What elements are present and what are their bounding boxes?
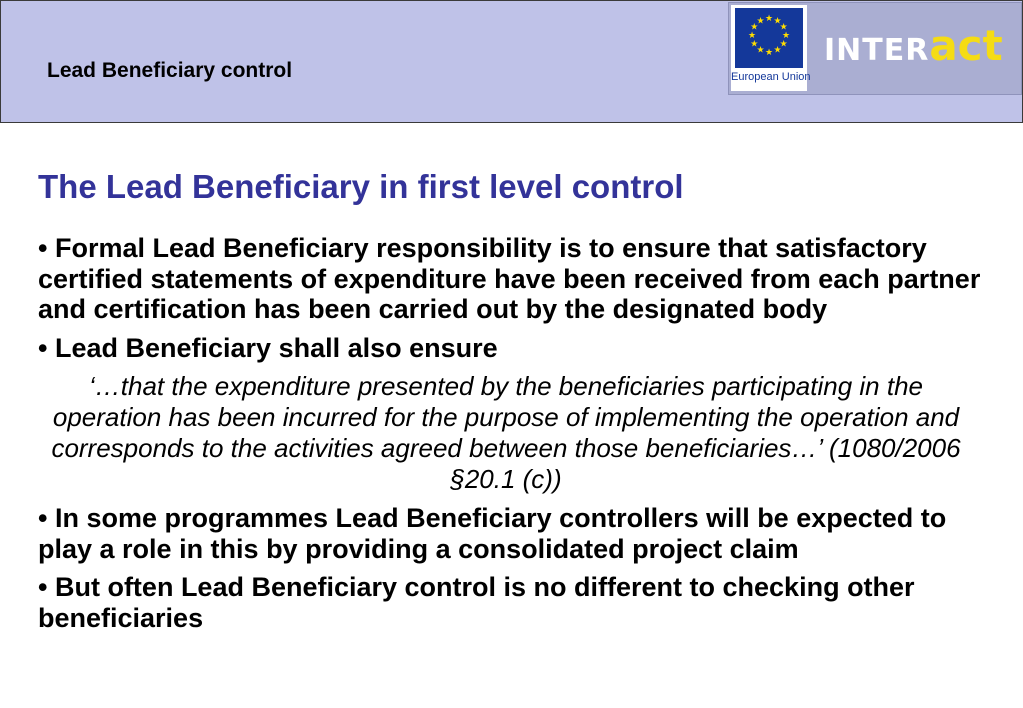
regulation-quote: ‘…that the expenditure presented by the beneficiaries participating in the operation has been incurred for the purpose of implementing the operation and corresponds to the activities agreed between those beneficiaries…’ (1080/2006 §20.1 (c)) [51,371,961,494]
interact-logo-act: act [929,21,1003,70]
slide-body [38,233,988,641]
svg-text:★: ★ [764,14,774,24]
svg-text:★: ★ [779,22,788,33]
eu-caption: European Union [731,71,811,83]
interact-logo-inter: INTER [824,33,930,68]
bullet-marker: • [38,503,48,533]
svg-text:★: ★ [779,39,788,50]
bullet-text: Lead Beneficiary shall also ensure [54,332,498,363]
svg-text:★: ★ [747,31,757,41]
eu-flag-icon [735,8,803,68]
svg-text:★: ★ [756,45,765,56]
bullet-text: But often Lead Beneficiary control is no different to checking other beneficiaries [38,572,915,633]
svg-text:★: ★ [781,31,791,41]
header-title: Lead Beneficiary control [47,59,293,82]
slide-title: The Lead Beneficiary in first level control [38,168,684,205]
svg-text:★: ★ [773,45,782,56]
bullet-item [38,233,988,325]
bullet-item [38,572,988,633]
eu-logo [731,5,811,91]
bullet-text: In some programmes Lead Beneficiary controllers will be expected to play a role in this by providing a consolidated project claim [38,503,947,564]
bullet-marker: • [38,233,48,263]
bullet-item [38,333,988,364]
bullet-item [38,503,988,564]
eu-stars-icon [735,8,803,68]
slide-header [0,0,1023,123]
interact-logo [824,21,1003,70]
svg-text:★: ★ [756,16,765,27]
bullet-text: Formal Lead Beneficiary responsibility is to ensure that satisfactory certified statements of expenditure have been received from each partner and certification has been carried out by the designated body [38,233,981,324]
svg-text:★: ★ [764,48,774,58]
svg-text:★: ★ [750,39,759,50]
logo-banner [728,2,1022,95]
bullet-marker: • [38,332,48,363]
svg-text:★: ★ [750,22,759,33]
bullet-marker: • [38,572,48,602]
svg-text:★: ★ [773,16,782,27]
